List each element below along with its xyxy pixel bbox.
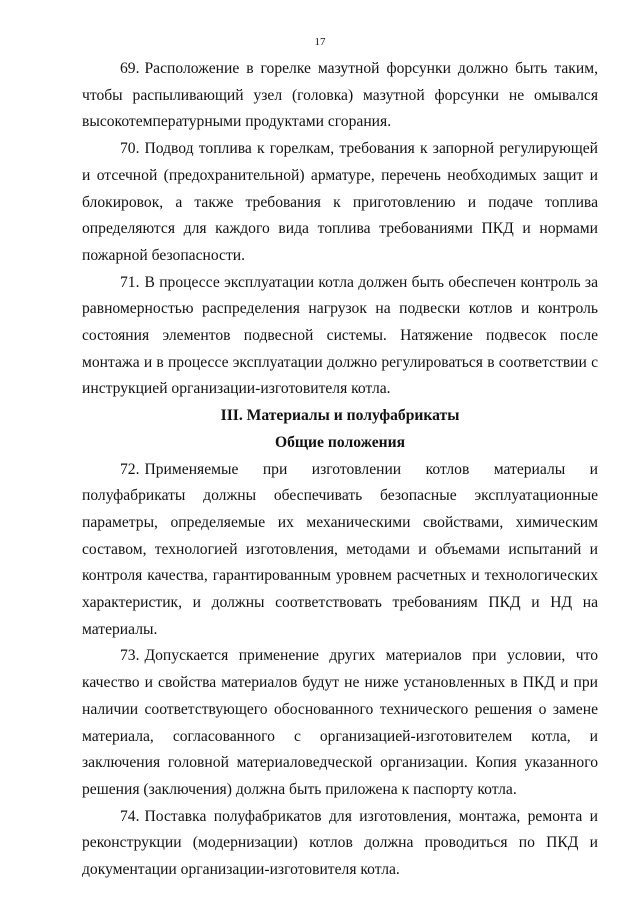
paragraph-text: В процессе эксплуатации котла должен быть обеспечен контроль за равномерностью распределения нагрузок на подвески котлов и контроль состояния элементов подвесной системы. Натяжение подвесок после монтажа и в процессе эксплуатации должно регулироваться в соответствии с инструкцией организации-изготовителя котла. <box>82 273 598 398</box>
document-body <box>82 56 598 884</box>
paragraph-70 <box>82 136 598 270</box>
paragraph-71 <box>82 270 598 404</box>
paragraph-text: Применяемые при изготовлении котлов материалы и полуфабрикаты должны обеспечивать безопасные эксплуатационные параметры, определяемые их механическими свойствами, химическим составом, технологией изготовления, методами и объемами испытаний и контроля качества, гарантированным уровнем расчетных и технологических характеристик, и должны соответствовать требованиям ПКД и НД на материалы. <box>82 460 598 638</box>
paragraph-text: Допускается применение других материалов при условии, что качество и свойства материалов будут не ниже установленных в ПКД и при наличии соответствующего обоснованного технического решения о замене материала, согласованного с организацией-изготовителем котла, и заключения головной материаловедческой организации. Копия указанного решения (заключения) должна быть приложена к паспорту котла. <box>82 647 598 798</box>
section-subtitle: Общие положения <box>274 433 406 451</box>
paragraph-number: 71. <box>120 273 140 291</box>
paragraph-text: Расположение в горелке мазутной форсунки должно быть таким, чтобы распыливающий узел (головка) мазутной форсунки не омывался высокотемпературными продуктами сгорания. <box>82 60 598 131</box>
paragraph-text: Подвод топлива к горелкам, требования к запорной регулирующей и отсечной (предохранительной) арматуре, перечень необходимых защит и блокировок, а также требования к приготовлению и подаче топлива определяются для каждого вида топлива требованиями ПКД и нормами пожарной безопасности. <box>82 140 598 264</box>
paragraph-number: 69. <box>120 60 140 77</box>
section-title: III. Материалы и полуфабрикаты <box>220 407 460 425</box>
page-number: 17 <box>314 36 326 48</box>
paragraph-72 <box>82 457 598 644</box>
paragraph-69 <box>82 56 598 136</box>
paragraph-text: Поставка полуфабрикатов для изготовления, монтажа, ремонта и реконструкции (модернизации) котлов должна проводиться по ПКД и документации организации-изготовителя котла. <box>82 807 598 879</box>
paragraph-73 <box>82 643 598 803</box>
paragraph-number: 72. <box>120 460 140 478</box>
paragraph-number: 70. <box>120 140 140 158</box>
paragraph-number: 74. <box>120 807 140 825</box>
paragraph-number: 73. <box>120 647 140 665</box>
paragraph-74 <box>82 804 598 884</box>
